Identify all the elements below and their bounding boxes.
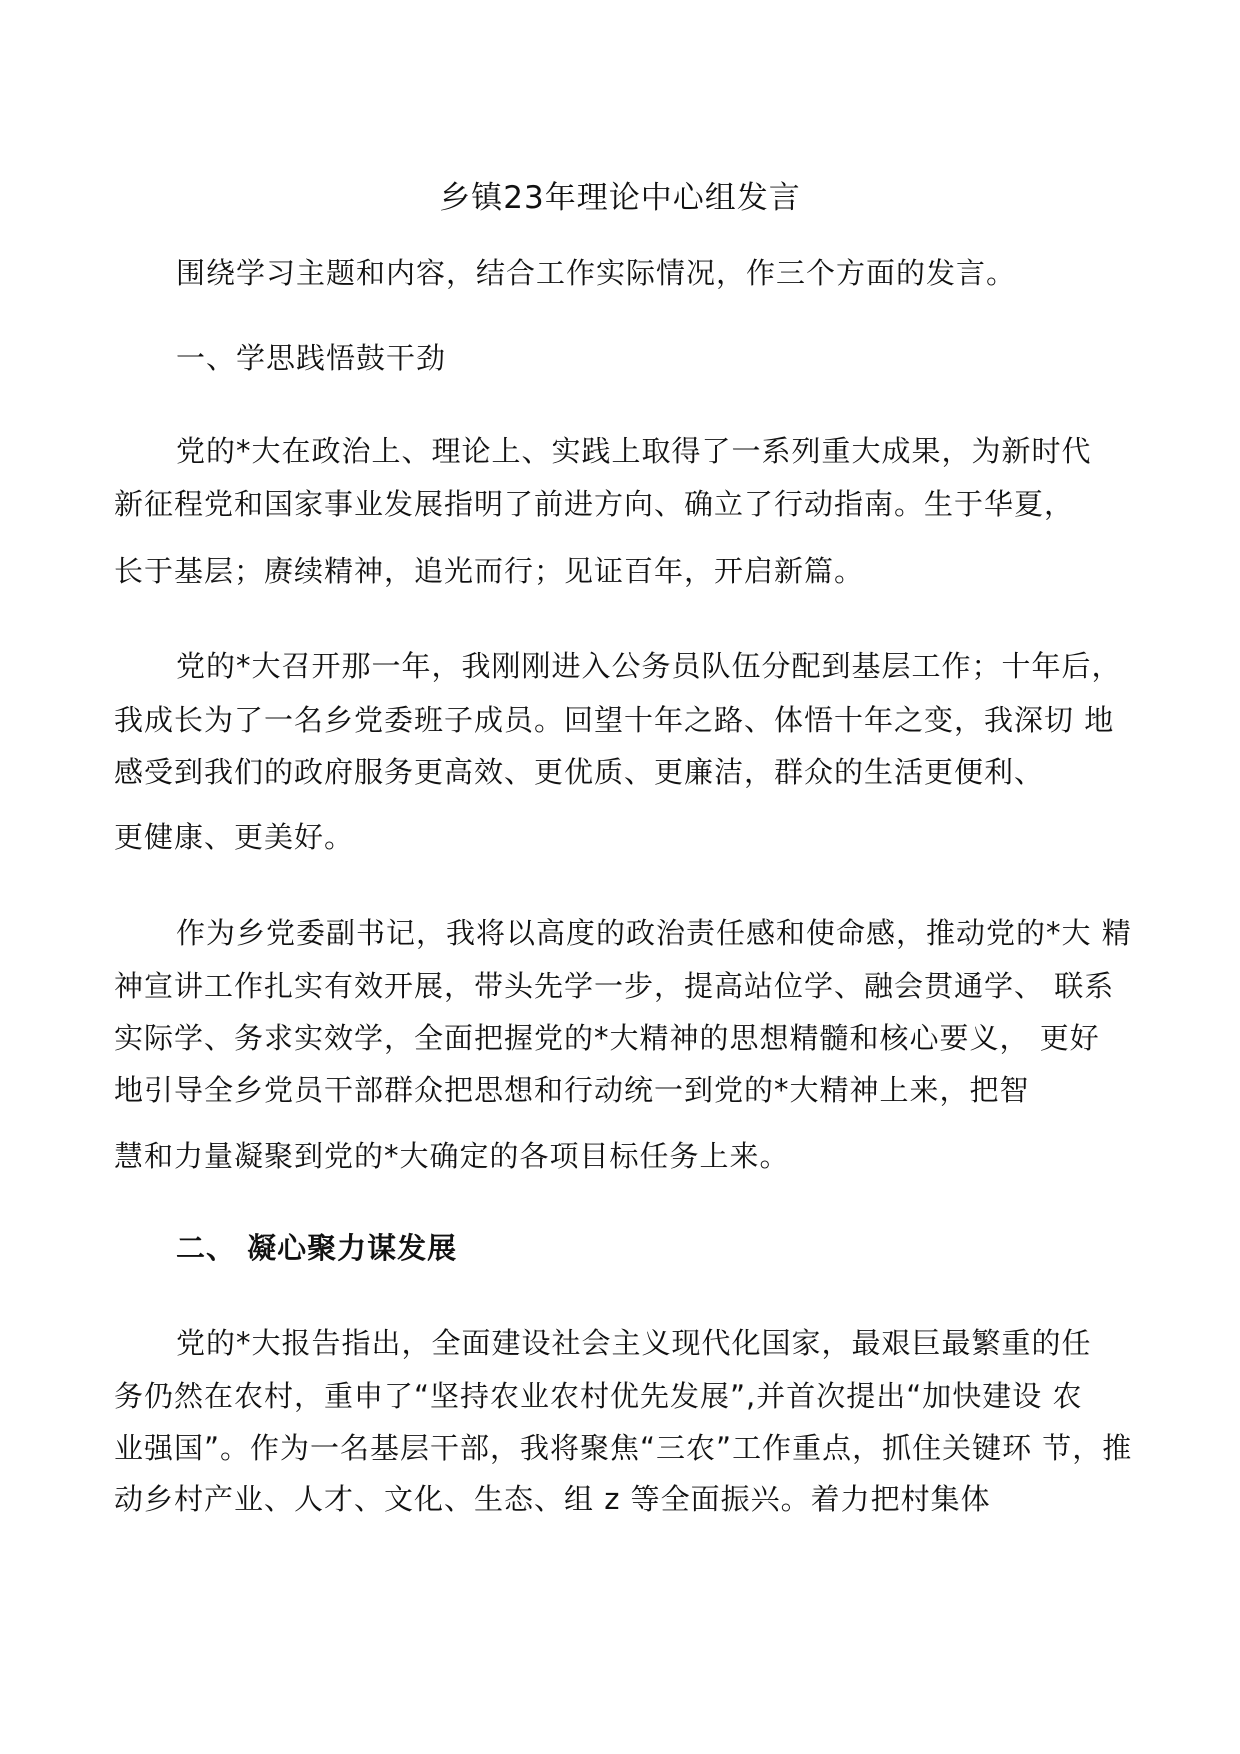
section1-para3-line: 作为乡党委副书记，我将以高度的政治责任感和使命感，推动党的*大 精 bbox=[176, 916, 1132, 950]
section1-para1-line: 长于基层；赓续精神，追光而行；见证百年，开启新篇。 bbox=[114, 554, 865, 588]
section1-para3-line: 地引导全乡党员干部群众把思想和行动统一到党的*大精神上来，把智 bbox=[114, 1073, 1030, 1107]
section2-para1-line: 务仍然在农村，重申了“坚持农业农村优先发展”,并首次提出“加快建设 农 bbox=[114, 1379, 1083, 1413]
section1-para2-line: 更健康、更美好。 bbox=[114, 820, 355, 854]
section2-para1-line: 党的*大报告指出，全面建设社会主义现代化国家，最艰巨最繁重的任 bbox=[176, 1326, 1092, 1360]
section1-para1-line: 新征程党和国家事业发展指明了前进方向、确立了行动指南。生于华夏， bbox=[114, 487, 1075, 521]
section1-para1-line: 党的*大在政治上、理论上、实践上取得了一系列重大成果，为新时代 bbox=[176, 434, 1092, 468]
document-title: 乡镇23年理论中心组发言 bbox=[439, 180, 801, 216]
section1-para2-line: 党的*大召开那一年，我刚刚进入公务员队伍分配到基层工作；十年后， bbox=[176, 649, 1122, 683]
section2-heading: 二、 凝心聚力谋发展 bbox=[176, 1231, 458, 1265]
section1-para2-line: 我成长为了一名乡党委班子成员。回望十年之路、体悟十年之变，我深切 地 bbox=[114, 703, 1115, 737]
intro-paragraph: 围绕学习主题和内容，结合工作实际情况，作三个方面的发言。 bbox=[176, 256, 1017, 290]
section1-para3-line: 慧和力量凝聚到党的*大确定的各项目标任务上来。 bbox=[114, 1139, 790, 1173]
section1-para3-line: 神宣讲工作扎实有效开展，带头先学一步，提高站位学、融会贯通学、 联系 bbox=[114, 969, 1115, 1003]
section1-heading: 一、学思践悟鼓干劲 bbox=[176, 341, 447, 375]
section1-para3-line: 实际学、务求实效学，全面把握党的*大精神的思想精髓和核心要义， 更好 bbox=[114, 1021, 1100, 1055]
section2-para1-line: 业强国”。作为一名基层干部，我将聚焦“三农”工作重点，抓住关键环 节，推 bbox=[114, 1431, 1133, 1465]
section1-para2-line: 感受到我们的政府服务更高效、更优质、更廉洁，群众的生活更便利、 bbox=[114, 755, 1045, 789]
section2-para1-line: 动乡村产业、人才、文化、生态、组 z 等全面振兴。着力把村集体 bbox=[114, 1482, 991, 1516]
